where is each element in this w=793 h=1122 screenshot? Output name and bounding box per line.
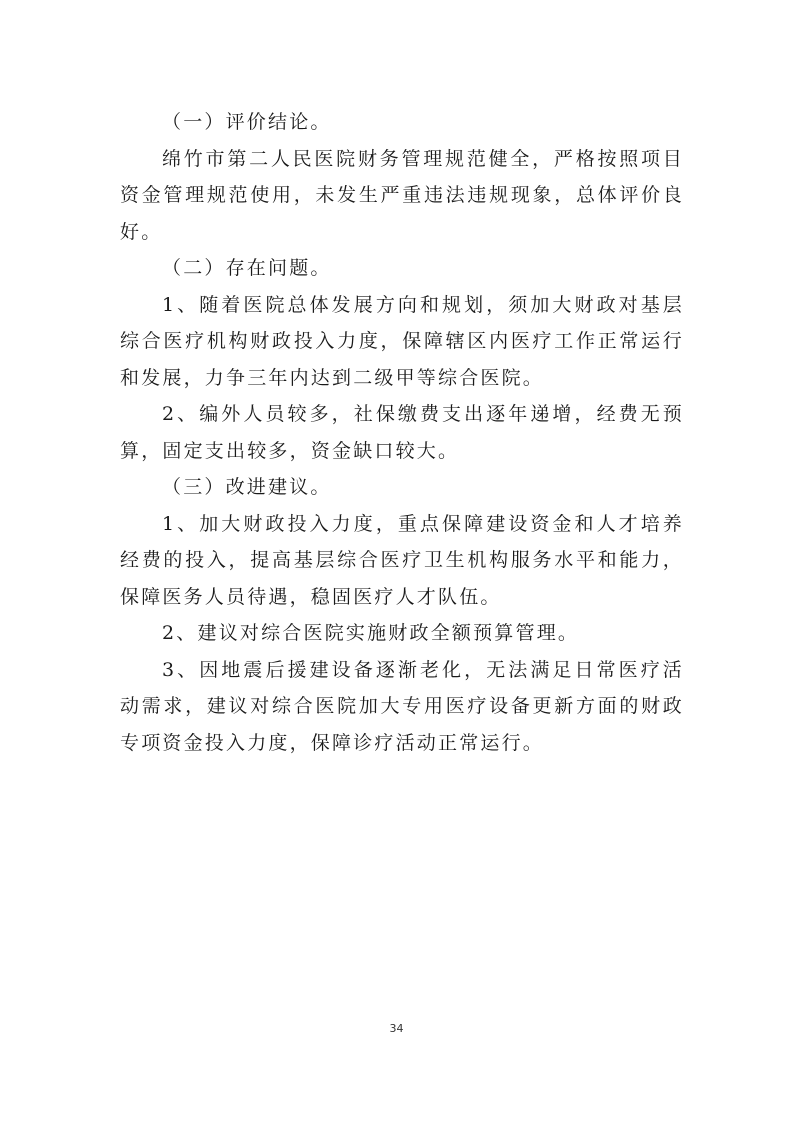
- section-heading-suggestions: （三）改进建议。: [162, 476, 332, 498]
- paragraph-evaluation-conclusion: 绵竹市第二人民医院财务管理规范健全，严格按照项目资金管理规范使用，未发生严重违法违规现象，总体评价良好。: [120, 147, 684, 243]
- paragraph-suggestion-1: 1、加大财政投入力度，重点保障建设资金和人才培养经费的投入，提高基层综合医疗卫生机构服务水平和能力，保障医务人员待遇，稳固医疗人才队伍。: [120, 512, 684, 608]
- section-heading-issues: （二）存在问题。: [162, 257, 332, 279]
- paragraph-issue-2: 2、编外人员较多，社保缴费支出逐年递增，经费无预算，固定支出较多，资金缺口较大。: [120, 403, 684, 462]
- paragraph-suggestion-3: 3、因地震后援建设备逐渐老化，无法满足日常医疗活动需求，建议对综合医院加大专用医疗设备更新方面的财政专项资金投入力度，保障诊疗活动正常运行。: [120, 658, 684, 754]
- section-heading-evaluation: （一）评价结论。: [162, 111, 332, 133]
- page-number: 34: [389, 1022, 404, 1035]
- paragraph-suggestion-2: 2、建议对综合医院实施财政全额预算管理。: [162, 622, 580, 644]
- document-body: [120, 104, 684, 761]
- paragraph-issue-1: 1、随着医院总体发展方向和规划，须加大财政对基层综合医疗机构财政投入力度，保障辖区内医疗工作正常运行和发展，力争三年内达到二级甲等综合医院。: [120, 293, 684, 389]
